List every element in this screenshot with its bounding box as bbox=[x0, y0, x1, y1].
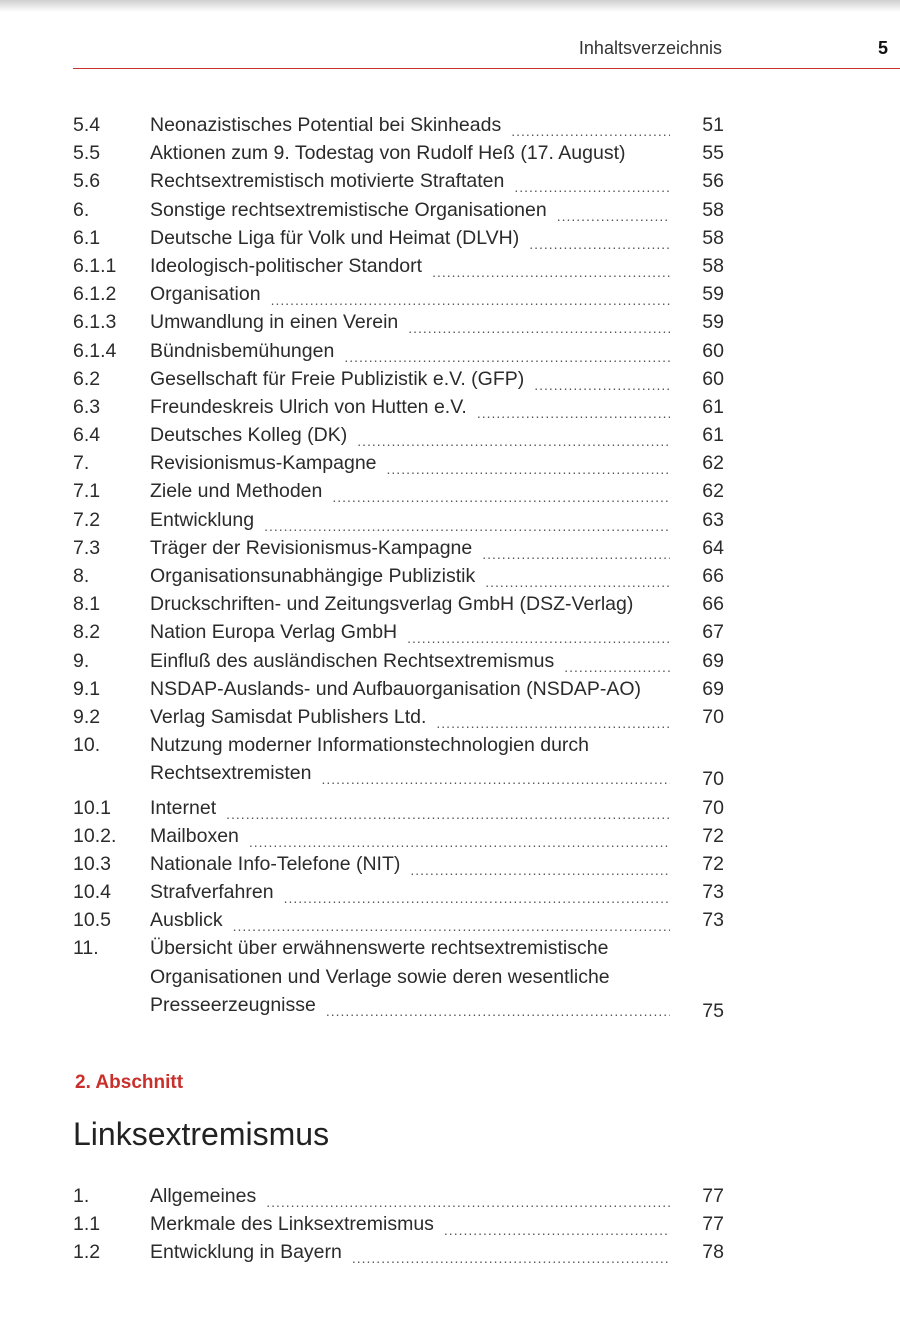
toc-entry-title-line: Träger der Revisionismus-Kampagne bbox=[150, 536, 473, 559]
toc-entry-number: 6. bbox=[73, 198, 90, 221]
toc-entry-title-line: Organisationsunabhängige Publizistik bbox=[150, 565, 476, 587]
toc-entry bbox=[0, 337, 900, 365]
scan-top-shadow bbox=[0, 0, 900, 12]
toc-entry-number: 6.4 bbox=[73, 424, 101, 447]
toc-entry-number: 9.2 bbox=[73, 705, 101, 728]
toc-entry-title bbox=[150, 139, 670, 167]
toc-entry-page: 77 bbox=[702, 1213, 724, 1236]
toc-entry-title-line: Gesellschaft für Freie Publizistik e.V. (GFP) bbox=[150, 367, 525, 390]
toc-entry-number: 7. bbox=[73, 452, 90, 475]
toc-entry bbox=[0, 196, 900, 224]
toc-entry bbox=[0, 1210, 900, 1238]
toc-entry-title bbox=[150, 590, 670, 618]
toc-entry-page: 77 bbox=[702, 1185, 724, 1207]
toc-entry bbox=[0, 280, 900, 308]
toc-entry-page: 69 bbox=[702, 677, 724, 700]
toc-entry-title bbox=[150, 731, 670, 793]
toc-entry-page: 62 bbox=[702, 452, 724, 475]
toc-entry-page: 66 bbox=[702, 565, 724, 587]
toc-entry-page: 73 bbox=[702, 881, 724, 904]
toc-entry bbox=[0, 506, 900, 534]
toc-entry-title-line: Entwicklung bbox=[150, 508, 255, 531]
toc-dot-leader bbox=[352, 1238, 670, 1272]
toc-entry-number: 10.3 bbox=[73, 852, 111, 875]
toc-entry bbox=[0, 703, 900, 731]
running-header-title: Inhaltsverzeichnis bbox=[578, 38, 722, 58]
toc-entry bbox=[0, 477, 900, 505]
toc-entry-title-line: Bündnisbemühungen bbox=[150, 339, 335, 362]
toc-entry bbox=[0, 111, 900, 139]
toc-entry-page: 58 bbox=[702, 198, 724, 221]
toc-entry-number: 7.3 bbox=[73, 536, 101, 559]
toc-entry-page: 72 bbox=[702, 852, 724, 875]
toc-entry-number: 8.2 bbox=[73, 621, 101, 644]
toc-entry-page: 56 bbox=[702, 170, 724, 193]
toc-dot-leader bbox=[321, 759, 670, 793]
toc-entry-page: 72 bbox=[702, 824, 724, 847]
toc-entry-number: 7.1 bbox=[73, 480, 101, 503]
toc-entry-page: 69 bbox=[702, 649, 724, 672]
toc-entry bbox=[0, 850, 900, 878]
toc-entry-number: 9. bbox=[73, 649, 90, 672]
toc-entry bbox=[0, 1182, 900, 1210]
toc-entry-title-line: Sonstige rechtsextremistische Organisationen bbox=[150, 198, 547, 221]
toc-entry bbox=[0, 618, 900, 646]
toc-entry-title bbox=[150, 934, 670, 1025]
toc-entry bbox=[0, 675, 900, 703]
toc-entry-page: 61 bbox=[702, 424, 724, 447]
toc-entry-number: 5.4 bbox=[73, 114, 101, 136]
toc-entry-title bbox=[150, 1238, 670, 1272]
toc-entry-title-line: Verlag Samisdat Publishers Ltd. bbox=[150, 705, 427, 728]
toc-entry-title-line: Nationale Info-Telefone (NIT) bbox=[150, 852, 401, 875]
section-title: Linksextremismus bbox=[73, 1116, 330, 1152]
toc-entry-number: 6.1.2 bbox=[73, 283, 117, 306]
toc-entry-title-line: Druckschriften- und Zeitungsverlag GmbH (DSZ-Verlag) bbox=[150, 593, 634, 616]
toc-entry-number: 6.1.3 bbox=[73, 311, 117, 334]
toc-entry-title-line: Deutsches Kolleg (DK) bbox=[150, 424, 348, 447]
toc-entry-title-line: Internet bbox=[150, 796, 217, 819]
toc-entry-title-line: Mailboxen bbox=[150, 824, 239, 847]
toc-entry-title-line: Entwicklung in Bayern bbox=[150, 1241, 342, 1264]
toc-entry bbox=[0, 449, 900, 477]
toc-entry bbox=[0, 365, 900, 393]
toc-entry-page: 67 bbox=[702, 621, 724, 644]
toc-entry-number: 9.1 bbox=[73, 677, 101, 700]
toc-entry-page: 55 bbox=[702, 142, 724, 165]
toc-entry-number: 6.1.4 bbox=[73, 339, 117, 362]
toc-entry-page: 73 bbox=[702, 909, 724, 932]
toc-entry-number: 10.1 bbox=[73, 796, 111, 819]
section-label: 2. Abschnitt bbox=[75, 1072, 184, 1093]
toc-dot-leader bbox=[326, 991, 670, 1025]
toc-entry bbox=[0, 139, 900, 167]
toc-entry-page: 60 bbox=[702, 339, 724, 362]
toc-entry bbox=[0, 934, 900, 1025]
toc-entry-number: 1.2 bbox=[73, 1241, 101, 1264]
toc-entry-number: 11. bbox=[73, 937, 99, 960]
toc-entry-page: 75 bbox=[702, 999, 724, 1022]
toc-entry bbox=[0, 562, 900, 590]
header-rule bbox=[73, 68, 900, 69]
toc-entry bbox=[0, 421, 900, 449]
toc-entry bbox=[0, 794, 900, 822]
toc-entry bbox=[0, 731, 900, 793]
toc-list-section-2 bbox=[0, 1182, 900, 1267]
toc-entry bbox=[0, 1238, 900, 1266]
toc-entry-title-line: Ideologisch-politischer Standort bbox=[150, 254, 423, 277]
toc-entry bbox=[0, 224, 900, 252]
toc-entry-title-line: Strafverfahren bbox=[150, 881, 274, 904]
toc-entry-title-line: NSDAP-Auslands- und Aufbauorganisation (NSDAP-AO) bbox=[150, 677, 641, 700]
toc-entry-page: 78 bbox=[702, 1241, 724, 1264]
running-header bbox=[0, 38, 900, 62]
toc-entry-page: 58 bbox=[702, 226, 724, 249]
toc-entry-page: 63 bbox=[702, 508, 724, 531]
toc-entry bbox=[0, 393, 900, 421]
toc-entry-title-line: Einfluß des ausländischen Rechtsextremismus bbox=[150, 649, 555, 672]
toc-entry-title-line: Neonazistisches Potential bei Skinheads bbox=[150, 114, 502, 136]
toc-entry-title-line: Ziele und Methoden bbox=[150, 480, 323, 503]
toc-entry-number: 8.1 bbox=[73, 593, 101, 616]
toc-entry-number: 1. bbox=[73, 1185, 90, 1207]
toc-entry-title-line: Übersicht über erwähnenswerte rechtsextremistische bbox=[150, 937, 609, 960]
toc-entry-number: 10.4 bbox=[73, 881, 111, 904]
toc-entry-page: 66 bbox=[702, 593, 724, 616]
toc-entry-page: 64 bbox=[702, 536, 724, 559]
toc-entry-number: 6.1.1 bbox=[73, 254, 117, 277]
toc-entry bbox=[0, 590, 900, 618]
toc-entry-page: 62 bbox=[702, 480, 724, 503]
toc-entry-title-line: Ausblick bbox=[150, 909, 223, 932]
toc-entry bbox=[0, 252, 900, 280]
toc-entry-number: 6.3 bbox=[73, 395, 101, 418]
toc-entry bbox=[0, 167, 900, 195]
toc-entry bbox=[0, 878, 900, 906]
toc-entry-title-line: Freundeskreis Ulrich von Hutten e.V. bbox=[150, 395, 467, 418]
toc-entry-page: 59 bbox=[702, 283, 724, 306]
toc-entry-title-line: Revisionismus-Kampagne bbox=[150, 452, 377, 475]
toc-entry-number: 5.5 bbox=[73, 142, 101, 165]
toc-entry-number: 10.2. bbox=[73, 824, 117, 847]
toc-entry-number: 5.6 bbox=[73, 170, 101, 193]
toc-entry bbox=[0, 822, 900, 850]
toc-entry-title-line: Presseerzeugnisse bbox=[150, 993, 316, 1016]
page-number: 5 bbox=[877, 38, 888, 58]
toc-list bbox=[0, 111, 900, 1025]
toc-entry bbox=[0, 534, 900, 562]
toc-entry-title-line: Allgemeines bbox=[150, 1185, 257, 1207]
toc-entry bbox=[0, 308, 900, 336]
toc-entry bbox=[0, 647, 900, 675]
toc-entry-title-line: Deutsche Liga für Volk und Heimat (DLVH) bbox=[150, 226, 520, 249]
toc-entry-number: 10. bbox=[73, 734, 101, 757]
toc-entry-page: 61 bbox=[702, 395, 724, 418]
toc-entry-page: 60 bbox=[702, 367, 724, 390]
toc-entry-title-line: Organisation bbox=[150, 283, 261, 306]
toc-entry-title-line: Organisationen und Verlage sowie deren wesentliche bbox=[150, 965, 610, 988]
toc-entry-page: 70 bbox=[702, 796, 724, 819]
toc-entry-title-line: Rechtsextremisten bbox=[150, 762, 312, 785]
toc-entry-number: 1.1 bbox=[73, 1213, 101, 1236]
toc-entry-number: 6.1 bbox=[73, 226, 101, 249]
toc-entry-page: 51 bbox=[702, 114, 724, 136]
toc-entry-number: 8. bbox=[73, 565, 90, 587]
toc-entry-page: 59 bbox=[702, 311, 724, 334]
toc-entry-page: 58 bbox=[702, 254, 724, 277]
toc-entry-title-line: Nation Europa Verlag GmbH bbox=[150, 621, 398, 644]
toc-entry-title-line: Umwandlung in einen Verein bbox=[150, 311, 399, 334]
toc-entry-page: 70 bbox=[702, 768, 724, 791]
toc-entry-page: 70 bbox=[702, 705, 724, 728]
toc-entry-title-line: Rechtsextremistisch motivierte Straftaten bbox=[150, 170, 505, 193]
toc-entry-title-line: Aktionen zum 9. Todestag von Rudolf Heß (17. August) bbox=[150, 142, 626, 165]
toc-entry bbox=[0, 906, 900, 934]
toc-entry-title-line: Nutzung moderner Informationstechnologien durch bbox=[150, 734, 590, 757]
toc-entry-number: 6.2 bbox=[73, 367, 101, 390]
toc-entry-title bbox=[150, 675, 670, 703]
toc-entry-number: 10.5 bbox=[73, 909, 111, 932]
toc-entry-number: 7.2 bbox=[73, 508, 101, 531]
toc-entry-title-line: Merkmale des Linksextremismus bbox=[150, 1213, 434, 1236]
